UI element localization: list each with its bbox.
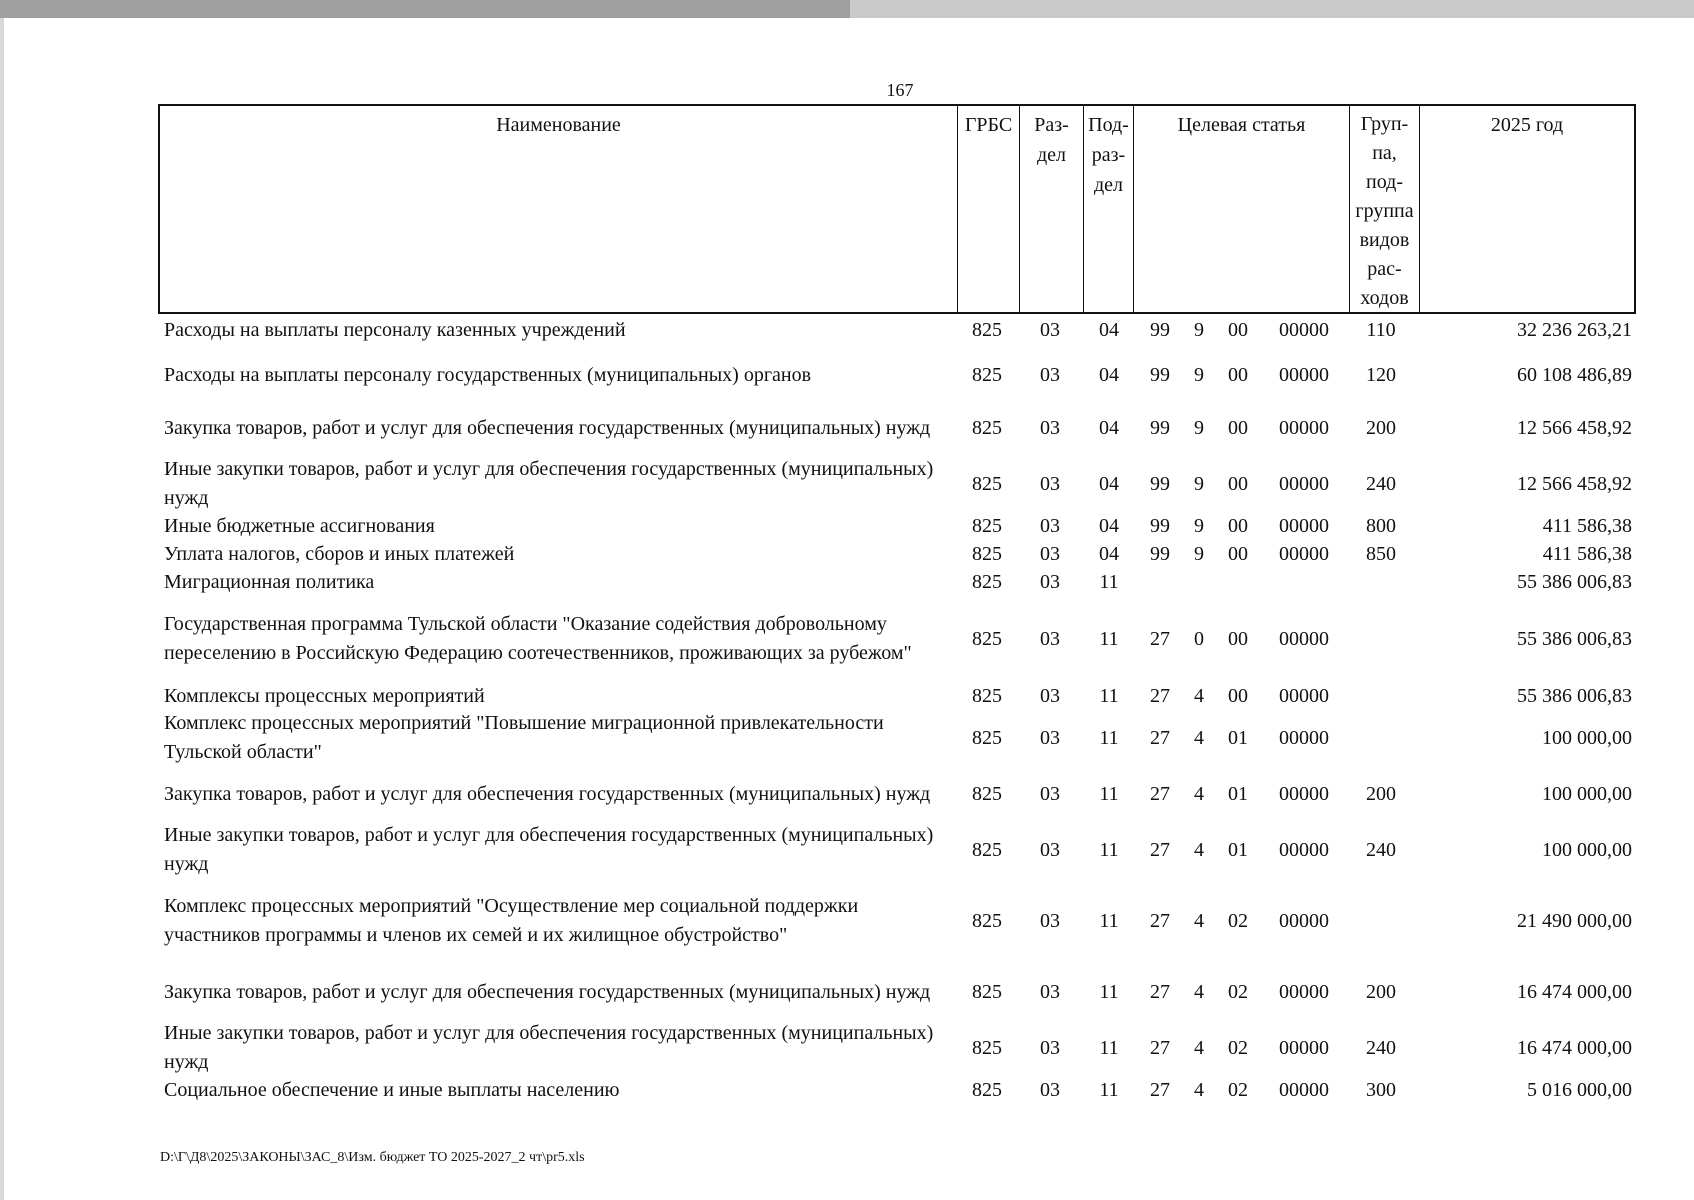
cell-group: 200	[1366, 782, 1396, 805]
cell-amount: 5 016 000,00	[1527, 1078, 1632, 1101]
cell-p3: 01	[1228, 838, 1248, 861]
cell-name: Комплексы процессных мероприятий	[164, 684, 485, 707]
cell-group: 120	[1366, 363, 1396, 386]
cell-p2: 4	[1194, 980, 1204, 1003]
cell-p1: 27	[1150, 980, 1170, 1003]
cell-amount: 55 386 006,83	[1517, 570, 1632, 593]
cell-group	[1352, 710, 1410, 766]
cell-p4: 00000	[1279, 627, 1329, 650]
cell-group	[1352, 878, 1410, 964]
cell-p4: 00000	[1279, 363, 1329, 386]
table-row	[160, 400, 1636, 456]
cell-razdel: 03	[1040, 909, 1060, 932]
cell-grbs: 825	[972, 1078, 1002, 1101]
cell-p3: 00	[1228, 363, 1248, 386]
header-year: 2025 год	[1490, 114, 1564, 136]
cell-group: 200	[1366, 416, 1396, 439]
cell-amount: 21 490 000,00	[1517, 909, 1632, 932]
cell-podrazdel: 11	[1099, 980, 1119, 1003]
cell-podrazdel: 11	[1099, 838, 1119, 861]
cell-name: Иные закупки товаров, работ и услуг для обеспечения государственных (муниципальных) нужд	[164, 824, 934, 875]
cell-p4: 00000	[1279, 1078, 1329, 1101]
cell-p3: 00	[1228, 318, 1248, 341]
cell-group: 850	[1366, 542, 1396, 565]
table-row	[160, 596, 1636, 682]
cell-p1	[1140, 568, 1180, 596]
cell-grbs: 825	[972, 570, 1002, 593]
cell-podrazdel: 04	[1099, 416, 1119, 439]
cell-p2: 4	[1194, 909, 1204, 932]
table-row	[160, 1020, 1636, 1076]
table-row	[160, 822, 1636, 878]
cell-razdel: 03	[1040, 627, 1060, 650]
cell-p2: 4	[1194, 782, 1204, 805]
cell-podrazdel: 11	[1099, 726, 1119, 749]
cell-group: 110	[1366, 318, 1396, 341]
cell-p3: 00	[1228, 627, 1248, 650]
cell-p1: 99	[1150, 472, 1170, 495]
cell-name: Закупка товаров, работ и услуг для обеспечения государственных (муниципальных) нужд	[164, 416, 931, 439]
cell-razdel: 03	[1040, 684, 1060, 707]
cell-p2: 9	[1194, 416, 1204, 439]
cell-name: Иные закупки товаров, работ и услуг для обеспечения государственных (муниципальных) нужд	[164, 458, 934, 509]
cell-p4: 00000	[1279, 1036, 1329, 1059]
cell-razdel: 03	[1040, 1078, 1060, 1101]
cell-podrazdel: 04	[1099, 318, 1119, 341]
cell-p1: 27	[1150, 627, 1170, 650]
cell-grbs: 825	[972, 416, 1002, 439]
cell-group: 240	[1366, 838, 1396, 861]
table-row	[160, 682, 1636, 710]
cell-p2: 9	[1194, 514, 1204, 537]
cell-amount: 16 474 000,00	[1517, 980, 1632, 1003]
cell-razdel: 03	[1040, 416, 1060, 439]
cell-podrazdel: 11	[1099, 782, 1119, 805]
cell-amount: 100 000,00	[1542, 838, 1632, 861]
cell-podrazdel: 11	[1099, 1036, 1119, 1059]
file-path-footer: D:\Г\Д8\2025\ЗАКОНЫ\ЗАС_8\Изм. бюджет ТО 2025-2027_2 чт\pr5.xls	[160, 1150, 585, 1165]
cell-p4: 00000	[1279, 909, 1329, 932]
cell-p4: 00000	[1279, 318, 1329, 341]
cell-group: 300	[1366, 1078, 1396, 1101]
cell-p1: 27	[1150, 782, 1170, 805]
cell-p3: 00	[1228, 514, 1248, 537]
cell-p2: 9	[1194, 472, 1204, 495]
cell-p3: 00	[1228, 416, 1248, 439]
cell-p3: 00	[1228, 684, 1248, 707]
cell-razdel: 03	[1040, 363, 1060, 386]
cell-amount: 12 566 458,92	[1517, 416, 1632, 439]
header-target: Целевая статья	[1134, 106, 1350, 312]
cell-p3: 02	[1228, 1036, 1248, 1059]
cell-amount: 100 000,00	[1542, 782, 1632, 805]
cell-group	[1352, 682, 1410, 710]
cell-p3: 02	[1228, 980, 1248, 1003]
cell-razdel: 03	[1040, 542, 1060, 565]
cell-name: Комплекс процессных мероприятий "Повышение миграционной привлекательности Тульской области"	[164, 712, 884, 763]
cell-podrazdel: 04	[1099, 542, 1119, 565]
cell-p1: 27	[1150, 838, 1170, 861]
table-header	[158, 104, 1636, 314]
table-row	[160, 356, 1636, 394]
cell-p1: 27	[1150, 1078, 1170, 1101]
cell-p1: 99	[1150, 542, 1170, 565]
cell-amount: 100 000,00	[1542, 726, 1632, 749]
cell-p4: 00000	[1279, 514, 1329, 537]
cell-podrazdel: 11	[1099, 684, 1119, 707]
cell-p2: 4	[1194, 726, 1204, 749]
cell-p4: 00000	[1279, 542, 1329, 565]
cell-razdel: 03	[1040, 318, 1060, 341]
cell-p2: 9	[1194, 542, 1204, 565]
cell-grbs: 825	[972, 514, 1002, 537]
cell-podrazdel: 04	[1099, 514, 1119, 537]
cell-razdel: 03	[1040, 472, 1060, 495]
table-row	[160, 456, 1636, 512]
table-row	[160, 964, 1636, 1020]
cell-razdel: 03	[1040, 782, 1060, 805]
cell-p4: 00000	[1279, 782, 1329, 805]
table-row	[160, 766, 1636, 822]
cell-razdel: 03	[1040, 838, 1060, 861]
cell-p1: 99	[1150, 318, 1170, 341]
cell-p1: 99	[1150, 363, 1170, 386]
cell-grbs: 825	[972, 472, 1002, 495]
cell-p3: 02	[1228, 909, 1248, 932]
cell-name: Социальное обеспечение и иные выплаты населению	[164, 1078, 620, 1101]
cell-name: Миграционная политика	[164, 570, 375, 593]
header-group: Груп- па, под- группа видов рас- ходов	[1350, 106, 1420, 312]
table-row	[160, 878, 1636, 964]
cell-amount: 32 236 263,21	[1517, 318, 1632, 341]
cell-group	[1352, 596, 1410, 682]
cell-p2: 9	[1194, 363, 1204, 386]
cell-podrazdel: 11	[1099, 1078, 1119, 1101]
cell-amount: 55 386 006,83	[1517, 684, 1632, 707]
cell-p3	[1218, 568, 1258, 596]
cell-p1: 99	[1150, 514, 1170, 537]
cell-grbs: 825	[972, 980, 1002, 1003]
header-podrazdel: Под- раз- дел	[1084, 106, 1134, 312]
header-razdel: Раз- дел	[1020, 106, 1084, 312]
header-name: Наименование	[160, 106, 958, 312]
cell-grbs: 825	[972, 684, 1002, 707]
table-row	[160, 568, 1636, 596]
cell-amount: 55 386 006,83	[1517, 627, 1632, 650]
cell-grbs: 825	[972, 838, 1002, 861]
cell-name: Государственная программа Тульской области "Оказание содействия добровольному переселению в Российскую Федерацию соотечественников, проживающих за рубежом"	[164, 613, 912, 664]
cell-p2: 9	[1194, 318, 1204, 341]
cell-p3: 00	[1228, 472, 1248, 495]
cell-p3: 02	[1228, 1078, 1248, 1101]
page-number: 167	[886, 80, 914, 100]
cell-grbs: 825	[972, 726, 1002, 749]
cell-p1: 27	[1150, 684, 1170, 707]
cell-group: 200	[1366, 980, 1396, 1003]
cell-podrazdel: 04	[1099, 472, 1119, 495]
scan-left-edge	[0, 18, 4, 1200]
table-row	[160, 1076, 1636, 1104]
cell-p1: 27	[1150, 1036, 1170, 1059]
cell-grbs: 825	[972, 542, 1002, 565]
cell-razdel: 03	[1040, 1036, 1060, 1059]
cell-p2	[1186, 568, 1212, 596]
cell-podrazdel: 11	[1099, 909, 1119, 932]
scan-top-border-dark	[0, 0, 850, 18]
cell-group: 800	[1366, 514, 1396, 537]
cell-amount: 411 586,38	[1542, 514, 1632, 537]
cell-p3: 00	[1228, 542, 1248, 565]
cell-amount: 60 108 486,89	[1517, 363, 1632, 386]
cell-p2: 4	[1194, 684, 1204, 707]
cell-name: Расходы на выплаты персоналу казенных учреждений	[164, 318, 626, 341]
cell-p4: 00000	[1279, 726, 1329, 749]
cell-p2: 4	[1194, 1078, 1204, 1101]
cell-p3: 01	[1228, 782, 1248, 805]
table-row	[160, 316, 1636, 344]
cell-name: Уплата налогов, сборов и иных платежей	[164, 542, 515, 565]
cell-p1: 99	[1150, 416, 1170, 439]
cell-amount: 411 586,38	[1542, 542, 1632, 565]
table-row	[160, 512, 1636, 540]
cell-razdel: 03	[1040, 514, 1060, 537]
cell-p2: 0	[1194, 627, 1204, 650]
cell-group: 240	[1366, 472, 1396, 495]
cell-razdel: 03	[1040, 570, 1060, 593]
cell-name: Иные закупки товаров, работ и услуг для обеспечения государственных (муниципальных) нужд	[164, 1022, 934, 1073]
cell-grbs: 825	[972, 782, 1002, 805]
cell-grbs: 825	[972, 318, 1002, 341]
cell-amount: 12 566 458,92	[1517, 472, 1632, 495]
cell-p4: 00000	[1279, 416, 1329, 439]
cell-grbs: 825	[972, 363, 1002, 386]
cell-p4	[1264, 568, 1344, 596]
cell-name: Иные бюджетные ассигнования	[164, 514, 435, 537]
header-grbs: ГРБС	[958, 106, 1020, 312]
cell-p1: 27	[1150, 909, 1170, 932]
cell-grbs: 825	[972, 627, 1002, 650]
cell-podrazdel: 04	[1099, 363, 1119, 386]
cell-p1: 27	[1150, 726, 1170, 749]
cell-p3: 01	[1228, 726, 1248, 749]
cell-grbs: 825	[972, 1036, 1002, 1059]
cell-razdel: 03	[1040, 726, 1060, 749]
cell-name: Комплекс процессных мероприятий "Осуществление мер социальной поддержки участников программы и членов их семей и их жилищное обустройство"	[164, 895, 859, 946]
cell-p4: 00000	[1279, 684, 1329, 707]
cell-group	[1352, 568, 1410, 596]
cell-p4: 00000	[1279, 472, 1329, 495]
cell-p4: 00000	[1279, 838, 1329, 861]
cell-razdel: 03	[1040, 980, 1060, 1003]
cell-name: Закупка товаров, работ и услуг для обеспечения государственных (муниципальных) нужд	[164, 782, 931, 805]
cell-p4: 00000	[1279, 980, 1329, 1003]
cell-p2: 4	[1194, 1036, 1204, 1059]
cell-amount: 16 474 000,00	[1517, 1036, 1632, 1059]
cell-group: 240	[1366, 1036, 1396, 1059]
cell-podrazdel: 11	[1099, 627, 1119, 650]
table-row	[160, 710, 1636, 766]
cell-podrazdel: 11	[1099, 570, 1119, 593]
table-row	[160, 540, 1636, 568]
cell-name: Закупка товаров, работ и услуг для обеспечения государственных (муниципальных) нужд	[164, 980, 931, 1003]
cell-p2: 4	[1194, 838, 1204, 861]
cell-name: Расходы на выплаты персоналу государственных (муниципальных) органов	[164, 363, 812, 386]
cell-grbs: 825	[972, 909, 1002, 932]
